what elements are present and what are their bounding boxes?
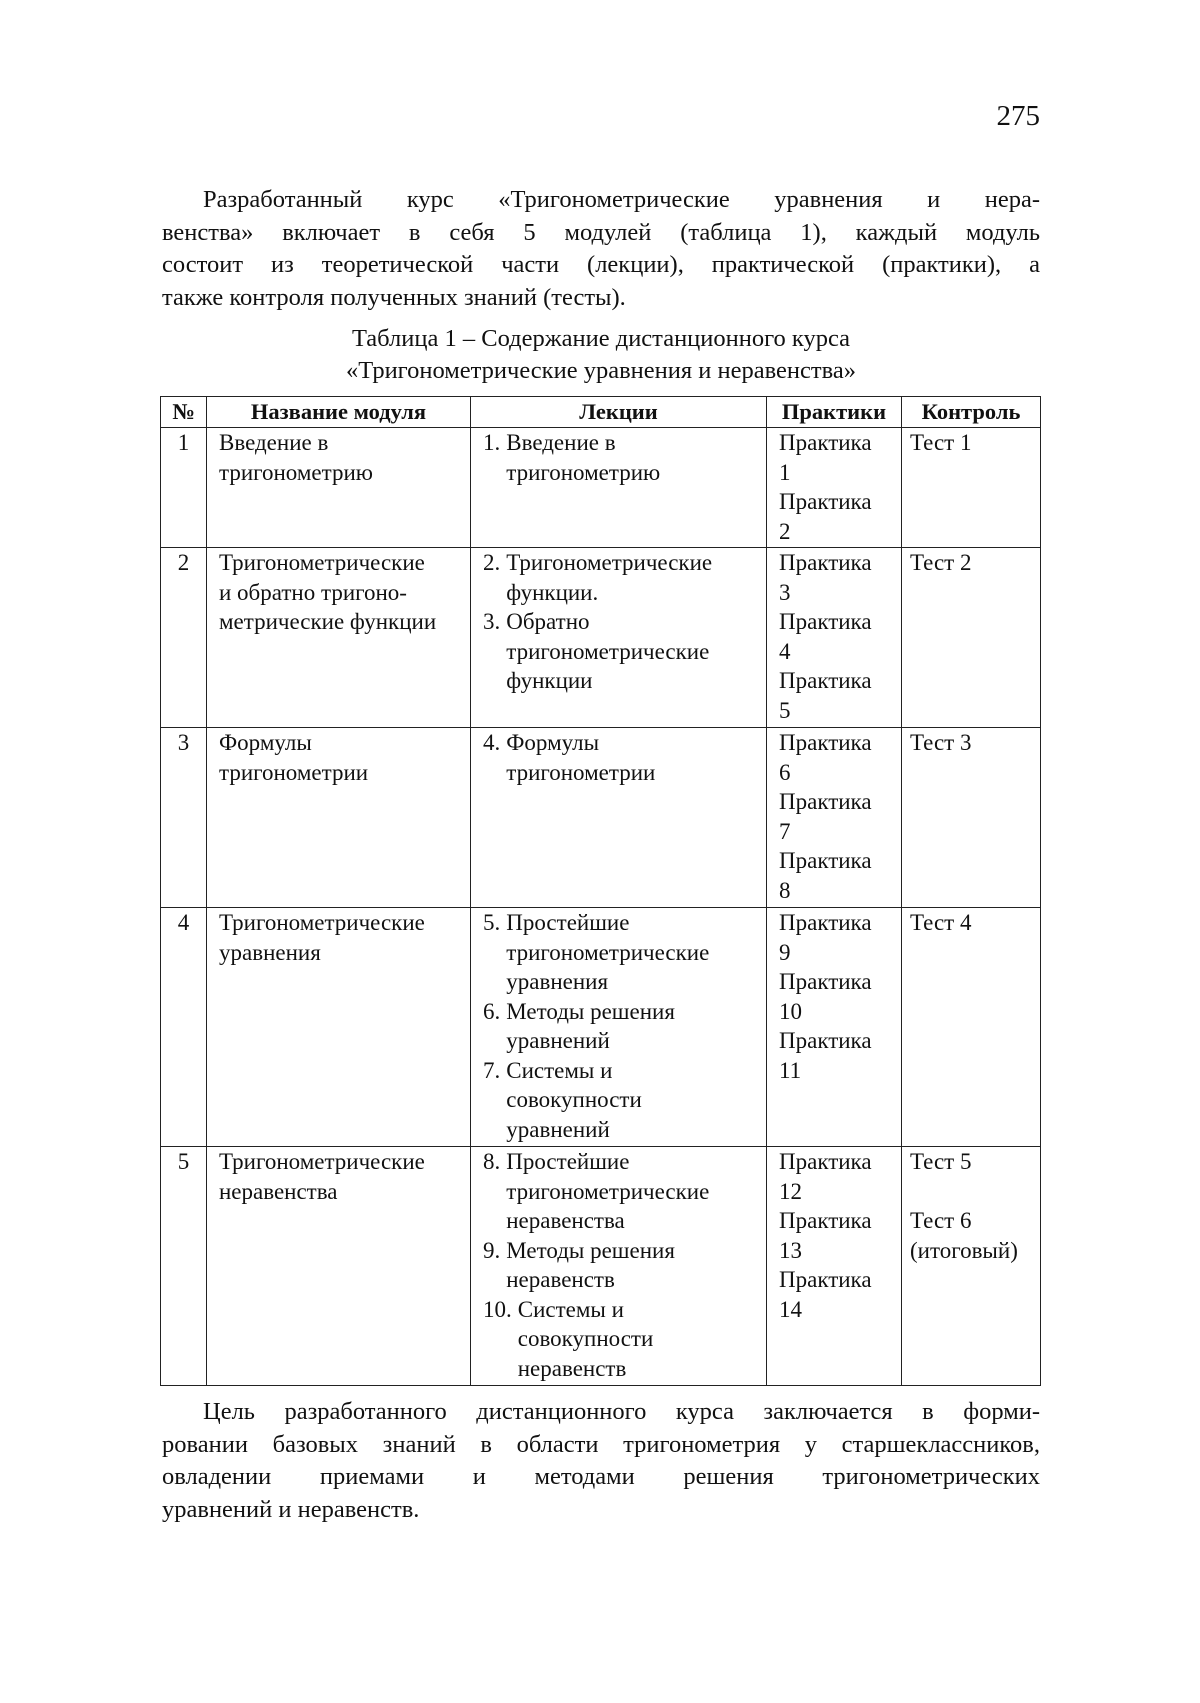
lecture-item	[475, 428, 762, 487]
column-header: Контроль	[902, 397, 1041, 428]
lecture-title	[500, 1056, 762, 1145]
module-name-line: Формулы	[219, 728, 466, 758]
control-line: Тест 3	[910, 728, 1036, 758]
lecture-title	[500, 997, 762, 1056]
lecture-title-line: неравенств	[506, 1265, 762, 1295]
lecture-title-line: неравенств	[518, 1354, 762, 1384]
lecture-title-line: уравнений	[506, 1026, 762, 1056]
lectures-cell	[471, 548, 767, 728]
lecture-title-line: Методы решения	[506, 1236, 762, 1266]
lecture-number: 10.	[483, 1295, 512, 1384]
lecture-title-line: тригонометрические	[506, 1177, 762, 1207]
practices-cell	[767, 548, 902, 728]
module-number: 2	[165, 548, 202, 578]
practice-line: 7	[779, 817, 897, 847]
practice-line: Практика	[779, 487, 897, 517]
module-number: 5	[165, 1147, 202, 1177]
lecture-number: 8.	[483, 1147, 500, 1236]
table-row	[161, 1147, 1041, 1386]
lecture-number: 3.	[483, 607, 500, 696]
lecture-title	[500, 908, 762, 997]
module-name-cell	[207, 548, 471, 728]
control-line: Тест 5	[910, 1147, 1036, 1177]
lecture-title-line: Тригонометрические	[506, 548, 762, 578]
lecture-item	[475, 908, 762, 997]
table-header-row	[161, 397, 1041, 428]
practice-line: Практика	[779, 967, 897, 997]
lecture-number: 1.	[483, 428, 500, 487]
lecture-item	[475, 548, 762, 607]
lecture-title	[500, 1236, 762, 1295]
paragraph-line: Разработанный курс «Тригонометрические уравнения и нера-	[162, 184, 1040, 217]
module-number: 1	[165, 428, 202, 458]
module-name-line: метрические функции	[219, 607, 466, 637]
practices-cell	[767, 1147, 902, 1386]
module-number-cell	[161, 728, 207, 908]
lecture-title-line: тригонометрии	[506, 758, 762, 788]
document-page	[0, 0, 1200, 1703]
module-number-cell	[161, 908, 207, 1147]
lecture-title-line: Простейшие	[506, 908, 762, 938]
practices-cell	[767, 428, 902, 548]
control-cell	[902, 908, 1041, 1147]
control-cell	[902, 1147, 1041, 1386]
practice-line: Практика	[779, 666, 897, 696]
table-row	[161, 728, 1041, 908]
column-header: Практики	[767, 397, 902, 428]
lecture-title-line: тригонометрию	[506, 458, 762, 488]
practice-line: 9	[779, 938, 897, 968]
control-cell	[902, 548, 1041, 728]
lecture-title-line: тригонометрические	[506, 938, 762, 968]
lecture-number: 2.	[483, 548, 500, 607]
lectures-cell	[471, 728, 767, 908]
control-cell	[902, 428, 1041, 548]
practices-cell	[767, 728, 902, 908]
practice-line: Практика	[779, 607, 897, 637]
lecture-title	[500, 728, 762, 787]
module-name-line: тригонометрии	[219, 758, 466, 788]
conclusion-paragraph	[162, 1396, 1040, 1526]
paragraph-line: ровании базовых знаний в области тригонометрия у старшеклассников,	[162, 1429, 1040, 1462]
lecture-title-line: Формулы	[506, 728, 762, 758]
lecture-title	[500, 607, 762, 696]
control-line: (итоговый)	[910, 1236, 1036, 1266]
lecture-title-line: Системы и	[506, 1056, 762, 1086]
lecture-title	[500, 1147, 762, 1236]
module-name-cell	[207, 908, 471, 1147]
lecture-title-line: уравнений	[506, 1115, 762, 1145]
module-name-line: Тригонометрические	[219, 908, 466, 938]
paragraph-line: уравнений и неравенств.	[162, 1494, 1040, 1527]
lecture-title-line: Введение в	[506, 428, 762, 458]
practice-line: 2	[779, 517, 897, 547]
table-and-conclusion	[160, 396, 1040, 1526]
lecture-title-line: совокупности	[518, 1324, 762, 1354]
column-header: Лекции	[471, 397, 767, 428]
lecture-title-line: функции.	[506, 578, 762, 608]
lecture-title-line: Простейшие	[506, 1147, 762, 1177]
practice-line: 13	[779, 1236, 897, 1266]
column-header: №	[161, 397, 207, 428]
practice-line: 4	[779, 637, 897, 667]
lecture-title	[500, 548, 762, 607]
module-name-line: уравнения	[219, 938, 466, 968]
practice-line: Практика	[779, 1147, 897, 1177]
module-name-cell	[207, 728, 471, 908]
column-header: Название модуля	[207, 397, 471, 428]
practice-line: 8	[779, 876, 897, 906]
practice-line: 6	[779, 758, 897, 788]
practice-line: Практика	[779, 1206, 897, 1236]
lecture-item	[475, 1295, 762, 1384]
caption-line: «Тригонометрические уравнения и неравенства»	[162, 355, 1040, 387]
caption-line: Таблица 1 – Содержание дистанционного курса	[162, 323, 1040, 355]
control-line: Тест 2	[910, 548, 1036, 578]
lecture-number: 9.	[483, 1236, 500, 1295]
practice-line: 5	[779, 696, 897, 726]
paragraph-line: овладении приемами и методами решения тригонометрических	[162, 1461, 1040, 1494]
module-number: 3	[165, 728, 202, 758]
table-row	[161, 428, 1041, 548]
module-name-line: тригонометрию	[219, 458, 466, 488]
module-number-cell	[161, 1147, 207, 1386]
lecture-title	[500, 428, 762, 487]
lectures-cell	[471, 428, 767, 548]
lecture-item	[475, 728, 762, 787]
page-number: 275	[997, 100, 1041, 133]
control-line: Тест 6	[910, 1206, 1036, 1236]
module-name-line: Тригонометрические	[219, 548, 466, 578]
practice-line: 1	[779, 458, 897, 488]
table-row	[161, 908, 1041, 1147]
module-name-line: Тригонометрические	[219, 1147, 466, 1177]
lecture-item	[475, 997, 762, 1056]
practice-line: 14	[779, 1295, 897, 1325]
lecture-title-line: Системы и	[518, 1295, 762, 1325]
lecture-item	[475, 607, 762, 696]
paragraph-line: венства» включает в себя 5 модулей (таблица 1), каждый модуль	[162, 217, 1040, 250]
course-content-table	[160, 396, 1041, 1386]
practice-line: Практика	[779, 787, 897, 817]
practice-line: Практика	[779, 846, 897, 876]
practice-line: 10	[779, 997, 897, 1027]
lecture-item	[475, 1236, 762, 1295]
practices-cell	[767, 908, 902, 1147]
lecture-number: 4.	[483, 728, 500, 787]
lecture-title-line: Обратно	[506, 607, 762, 637]
module-number-cell	[161, 548, 207, 728]
lecture-number: 6.	[483, 997, 500, 1056]
practice-line: Практика	[779, 428, 897, 458]
practice-line: 3	[779, 578, 897, 608]
lecture-title-line: тригонометрические	[506, 637, 762, 667]
paragraph-line: Цель разработанного дистанционного курса заключается в форми-	[162, 1396, 1040, 1429]
module-name-cell	[207, 428, 471, 548]
paragraph-line: состоит из теоретической части (лекции), практической (практики), а	[162, 249, 1040, 282]
lecture-number: 5.	[483, 908, 500, 997]
paragraph-line: также контроля полученных знаний (тесты).	[162, 282, 1040, 315]
practice-line: Практика	[779, 1265, 897, 1295]
lecture-title	[512, 1295, 762, 1384]
control-cell	[902, 728, 1041, 908]
intro-paragraph	[162, 184, 1040, 314]
lectures-cell	[471, 908, 767, 1147]
module-name-line: Введение в	[219, 428, 466, 458]
module-name-cell	[207, 1147, 471, 1386]
module-number-cell	[161, 428, 207, 548]
lecture-title-line: уравнения	[506, 967, 762, 997]
control-line: Тест 1	[910, 428, 1036, 458]
practice-line: Практика	[779, 1026, 897, 1056]
table-caption	[162, 323, 1040, 387]
lecture-title-line: Методы решения	[506, 997, 762, 1027]
lecture-number: 7.	[483, 1056, 500, 1145]
practice-line: Практика	[779, 908, 897, 938]
lecture-title-line: неравенства	[506, 1206, 762, 1236]
lecture-item	[475, 1147, 762, 1236]
lectures-cell	[471, 1147, 767, 1386]
module-name-line: и обратно тригоно-	[219, 578, 466, 608]
table-row	[161, 548, 1041, 728]
lecture-item	[475, 1056, 762, 1145]
control-line	[910, 1177, 1036, 1207]
practice-line: 12	[779, 1177, 897, 1207]
module-name-line: неравенства	[219, 1177, 466, 1207]
lecture-title-line: совокупности	[506, 1085, 762, 1115]
control-line: Тест 4	[910, 908, 1036, 938]
module-number: 4	[165, 908, 202, 938]
practice-line: Практика	[779, 548, 897, 578]
practice-line: 11	[779, 1056, 897, 1086]
lecture-title-line: функции	[506, 666, 762, 696]
practice-line: Практика	[779, 728, 897, 758]
